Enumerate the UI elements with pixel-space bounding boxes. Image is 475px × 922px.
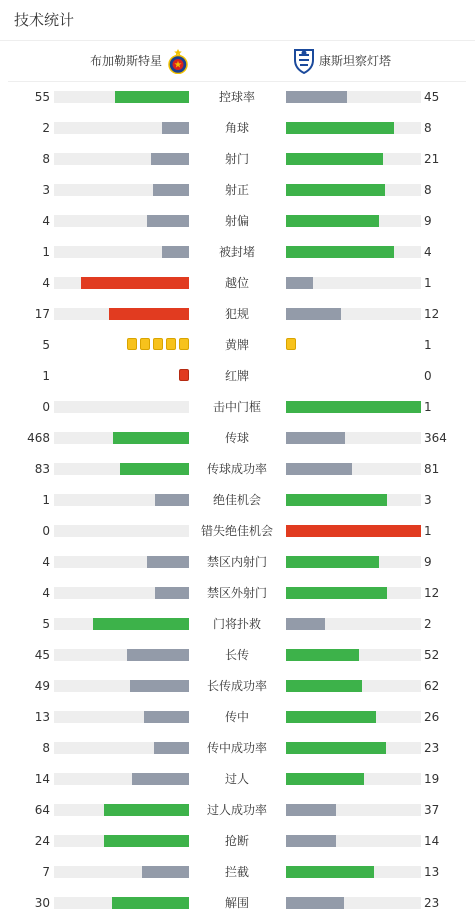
home-stat-bar-track [54,587,189,599]
stat-label: 控球率 [218,90,255,104]
home-stat-bar-track [54,153,189,165]
away-stat-bar-track [286,897,421,909]
home-stat-bar-track [54,680,189,692]
stat-label: 射门 [224,152,249,166]
home-stat-bar-fill [154,742,189,754]
home-stat-value: 7 [42,865,50,879]
home-stat-bar-fill [147,556,189,568]
home-stat-value: 24 [34,834,50,848]
away-stat-bar-fill [286,215,379,227]
stat-row [0,643,475,674]
stat-row [0,550,475,581]
home-stat-value: 3 [42,183,50,197]
stat-label: 传中成功率 [206,741,267,755]
away-stat-bar-fill [286,91,347,103]
away-stat-bar-fill [286,804,336,816]
home-team-logo[interactable] [166,48,190,74]
away-stat-bar-fill [286,153,383,165]
home-stat-bar-fill [104,804,189,816]
stat-label: 击中门框 [212,400,261,414]
home-stat-bar-fill [93,618,189,630]
stat-label: 传中 [224,710,249,724]
home-stat-bar-track [54,866,189,878]
stat-row [0,209,475,240]
away-stat-bar-fill [286,277,313,289]
away-stat-bar-fill [286,401,421,413]
away-stat-value: 19 [424,772,440,786]
away-stat-value: 23 [424,741,440,755]
away-stat-bar-fill [286,742,386,754]
home-stat-value: 8 [42,152,50,166]
home-stat-bar-fill [127,649,189,661]
stat-label: 犯规 [224,307,249,321]
away-stat-value: 1 [424,338,432,352]
away-stat-value: 12 [424,586,440,600]
away-stat-bar-track [286,463,421,475]
away-stat-value: 23 [424,896,440,910]
stat-label: 传球成功率 [206,462,267,476]
home-stat-value: 14 [34,772,50,786]
home-stat-bar-track [54,401,189,413]
stat-row [0,364,475,395]
home-stat-value: 5 [42,338,50,352]
yellow-card-icon [140,338,150,350]
stat-row [0,705,475,736]
home-stat-value: 5 [42,617,50,631]
stat-row [0,860,475,891]
away-stat-bar-fill [286,835,336,847]
stat-label: 过人 [224,772,249,786]
home-stat-bar-track [54,215,189,227]
stat-row [0,240,475,271]
away-stat-value: 1 [424,276,432,290]
home-stat-bar-fill [112,897,189,909]
away-stat-value: 1 [424,524,432,538]
home-stat-bar-track [54,122,189,134]
away-stat-bar-fill [286,711,376,723]
stat-label: 被封堵 [218,245,255,259]
home-stat-bar-fill [113,432,189,444]
away-stat-value: 37 [424,803,440,817]
away-stat-bar-track [286,649,421,661]
title-divider [0,40,475,41]
stat-row [0,612,475,643]
stat-row [0,147,475,178]
away-stat-bar-fill [286,122,394,134]
away-stat-value: 8 [424,183,432,197]
away-stat-bar-fill [286,649,359,661]
away-stat-bar-fill [286,866,374,878]
home-stat-bar-track [54,773,189,785]
home-stat-value: 1 [42,245,50,259]
home-stat-bar-fill [151,153,189,165]
home-stat-value: 0 [42,524,50,538]
home-stat-value: 45 [34,648,50,662]
stat-row [0,519,475,550]
home-stat-bar-fill [81,277,189,289]
away-stat-bar-fill [286,587,387,599]
home-stat-bar-fill [115,91,189,103]
home-stat-bar-fill [144,711,189,723]
home-stat-bar-fill [162,122,189,134]
away-stat-bar-fill [286,184,385,196]
stat-label: 解围 [224,896,249,910]
away-stat-bar-track [286,773,421,785]
home-stat-bar-fill [155,587,189,599]
away-stat-value: 9 [424,214,432,228]
away-stat-value: 26 [424,710,440,724]
away-stat-bar-track [286,246,421,258]
away-stat-bar-track [286,680,421,692]
home-stat-value: 8 [42,741,50,755]
stat-label: 越位 [224,276,249,290]
stat-row [0,767,475,798]
away-stat-value: 62 [424,679,440,693]
stat-label: 射正 [224,183,249,197]
home-stat-bar-fill [130,680,189,692]
away-team-name[interactable]: 康斯坦察灯塔 [319,54,392,68]
home-stat-bar-fill [142,866,189,878]
away-stat-value: 45 [424,90,440,104]
home-stat-value: 1 [42,493,50,507]
home-stat-bar-fill [147,215,189,227]
stat-label: 拦截 [224,865,249,879]
stat-row [0,736,475,767]
away-stat-value: 21 [424,152,440,166]
home-stat-value: 4 [42,586,50,600]
away-stat-bar-track [286,122,421,134]
home-stat-value: 64 [34,803,50,817]
home-stat-value: 49 [34,679,50,693]
away-stat-value: 52 [424,648,440,662]
away-stat-bar-fill [286,463,352,475]
away-stat-value: 2 [424,617,432,631]
away-stat-value: 14 [424,834,440,848]
away-stat-bar-fill [286,773,364,785]
stat-label: 红牌 [224,369,249,383]
stat-row [0,116,475,147]
away-stat-bar-track [286,184,421,196]
away-stat-bar-track [286,556,421,568]
home-stat-bar-track [54,277,189,289]
away-stat-value: 4 [424,245,432,259]
away-stat-value: 13 [424,865,440,879]
away-stat-bar-fill [286,308,341,320]
away-stat-value: 9 [424,555,432,569]
stat-row [0,302,475,333]
stat-label: 绝佳机会 [212,493,261,507]
away-stat-bar-track [286,401,421,413]
stat-row [0,891,475,922]
yellow-card-icon [179,338,189,350]
home-stat-value: 30 [34,896,50,910]
home-card-group [179,369,189,383]
stat-row [0,271,475,302]
home-stat-bar-track [54,494,189,506]
home-stat-bar-fill [155,494,189,506]
stat-row [0,798,475,829]
stat-row [0,674,475,705]
home-stat-value: 0 [42,400,50,414]
home-stat-value: 1 [42,369,50,383]
away-stat-bar-fill [286,432,345,444]
home-stat-value: 13 [34,710,50,724]
home-stat-bar-track [54,432,189,444]
away-stat-value: 81 [424,462,440,476]
stat-label: 长传成功率 [206,679,267,693]
yellow-card-icon [153,338,163,350]
stat-row [0,457,475,488]
away-stat-bar-track [286,587,421,599]
home-stat-bar-fill [132,773,189,785]
away-stat-value: 8 [424,121,432,135]
home-stat-bar-fill [109,308,189,320]
home-stat-bar-track [54,835,189,847]
away-stat-bar-track [286,804,421,816]
red-card-icon [179,369,189,381]
away-stat-value: 364 [424,431,447,445]
home-card-group [127,338,189,352]
home-stat-bar-track [54,463,189,475]
home-stat-value: 4 [42,276,50,290]
away-stat-bar-fill [286,897,344,909]
stat-row [0,581,475,612]
stat-row [0,426,475,457]
stat-label: 长传 [224,648,249,662]
home-stat-value: 4 [42,214,50,228]
away-stat-value: 0 [424,369,432,383]
away-stat-value: 3 [424,493,432,507]
teams-header [0,47,475,75]
stats-list [0,85,475,922]
teams-divider [8,81,466,82]
home-stat-bar-fill [120,463,189,475]
stat-row [0,829,475,860]
away-stat-value: 1 [424,400,432,414]
away-stat-bar-track [286,618,421,630]
home-stat-value: 83 [34,462,50,476]
away-stat-bar-track [286,525,421,537]
home-stat-bar-fill [153,184,189,196]
away-stat-bar-track [286,711,421,723]
home-stat-bar-fill [162,246,189,258]
away-stat-bar-track [286,866,421,878]
home-stat-bar-fill [104,835,189,847]
home-stat-value: 17 [34,307,50,321]
home-stat-bar-track [54,897,189,909]
away-stat-bar-fill [286,680,362,692]
away-stat-bar-track [286,742,421,754]
away-stat-bar-track [286,494,421,506]
stat-row [0,333,475,364]
away-stat-bar-track [286,432,421,444]
away-stat-bar-fill [286,525,421,537]
stat-row [0,178,475,209]
home-stat-value: 4 [42,555,50,569]
home-stat-bar-track [54,184,189,196]
away-stat-bar-track [286,153,421,165]
yellow-card-icon [166,338,176,350]
home-stat-bar-track [54,556,189,568]
away-stat-bar-fill [286,556,379,568]
stats-title: 技术统计 [14,11,75,29]
stat-label: 黄牌 [224,338,249,352]
away-card-group [286,338,296,352]
home-stat-bar-track [54,618,189,630]
home-stat-bar-track [54,91,189,103]
away-stat-bar-track [286,215,421,227]
stat-label: 错失绝佳机会 [200,524,273,538]
stat-row [0,85,475,116]
home-stat-bar-track [54,742,189,754]
yellow-card-icon [127,338,137,350]
stat-label: 禁区内射门 [206,555,267,569]
stat-label: 门将扑救 [212,617,261,631]
away-stat-bar-track [286,308,421,320]
home-stat-value: 468 [27,431,50,445]
home-stat-bar-track [54,649,189,661]
stat-label: 禁区外射门 [206,586,267,600]
away-stat-bar-track [286,277,421,289]
stat-label: 角球 [224,121,249,135]
home-stat-bar-track [54,711,189,723]
away-stat-bar-track [286,91,421,103]
away-stat-value: 12 [424,307,440,321]
away-stat-bar-fill [286,618,325,630]
home-stat-value: 55 [34,90,50,104]
stat-label: 传球 [224,431,249,445]
stat-row [0,395,475,426]
yellow-card-icon [286,338,296,350]
home-stat-bar-track [54,308,189,320]
stat-label: 抢断 [224,834,249,848]
away-stat-bar-track [286,835,421,847]
away-stat-bar-fill [286,494,387,506]
home-stat-bar-track [54,525,189,537]
stat-row [0,488,475,519]
stat-label: 射偏 [224,214,249,228]
home-team-name[interactable]: 布加勒斯特星 [89,54,162,68]
stat-label: 过人成功率 [206,803,267,817]
away-stat-bar-fill [286,246,394,258]
home-stat-bar-track [54,246,189,258]
home-stat-bar-track [54,804,189,816]
away-team-logo[interactable] [292,48,316,74]
home-stat-value: 2 [42,121,50,135]
